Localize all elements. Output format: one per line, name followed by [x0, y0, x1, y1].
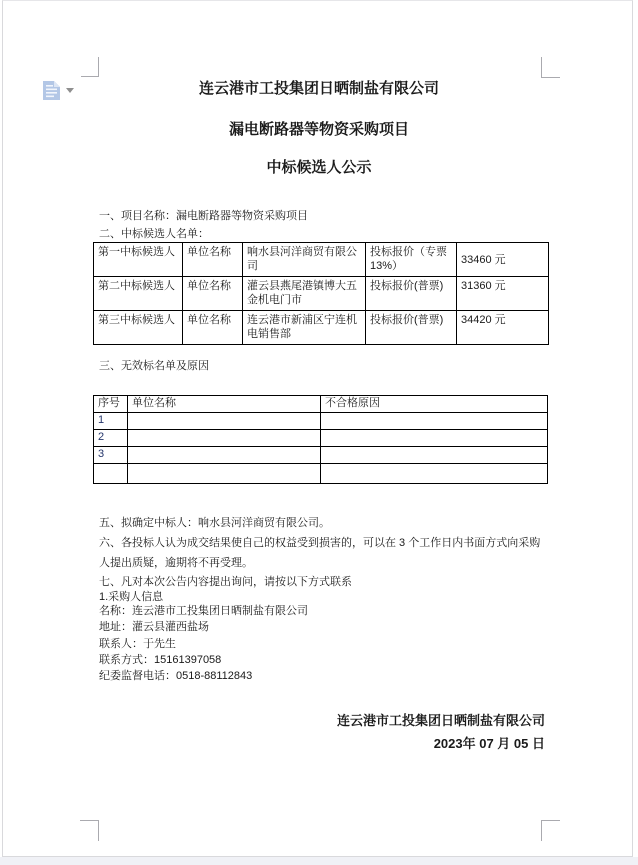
col-header-serial: 序号	[94, 396, 128, 413]
signature-company: 连云港市工投集团日晒制盐有限公司	[336, 713, 545, 728]
price-label: 投标报价(普票)	[366, 277, 457, 311]
margin-crop-mark-top-left	[81, 57, 99, 77]
invalid-bids-table	[93, 395, 548, 484]
doc-title-announcement: 中标候选人公示	[266, 159, 372, 176]
reason-empty	[321, 447, 548, 464]
unit-label: 单位名称	[183, 243, 243, 277]
section-2-candidates-heading: 二、中标候选人名单：	[99, 228, 209, 240]
supervision-phone: 纪委监督电话：0518-88112843	[99, 670, 253, 682]
table-row	[94, 447, 548, 464]
unit-name: 连云港市新浦区宁连机电销售部	[243, 311, 366, 345]
unit-name: 灌云县燕尾港镇博大五金机电门市	[243, 277, 366, 311]
buyer-info-heading: 1.采购人信息	[99, 591, 164, 603]
serial-number: 3	[94, 447, 128, 464]
reason-empty	[321, 464, 548, 484]
price-value: 33460 元	[457, 243, 549, 277]
candidate-rank: 第一中标候选人	[94, 243, 183, 277]
contact-phone: 联系方式：15161397058	[99, 654, 222, 666]
price-value: 31360 元	[457, 277, 549, 311]
col-header-reason: 不合格原因	[321, 396, 548, 413]
margin-crop-mark-bottom-left	[80, 820, 99, 841]
candidate-rank: 第二中标候选人	[94, 277, 183, 311]
table-row	[94, 243, 549, 277]
section-6-objection-line1: 六、各投标人认为成交结果使自己的权益受到损害的，可以在 3 个工作日内书面方式向采购	[99, 537, 541, 549]
price-value: 34420 元	[457, 311, 549, 345]
price-label: 投标报价(普票)	[366, 311, 457, 345]
price-label: 投标报价（专票13%）	[366, 243, 457, 277]
table-row	[94, 413, 548, 430]
unit-name-empty	[128, 447, 321, 464]
buyer-name: 名称：连云港市工投集团日晒制盐有限公司	[99, 605, 308, 617]
section-5-winner: 五、拟确定中标人：响水县河洋商贸有限公司。	[99, 517, 330, 529]
serial-number	[94, 464, 128, 484]
table-header-row	[94, 396, 548, 413]
margin-crop-mark-top-right	[541, 57, 560, 78]
section-3-invalid-bids-heading: 三、无效标名单及原因	[99, 360, 209, 372]
unit-name-empty	[128, 413, 321, 430]
serial-number: 2	[94, 430, 128, 447]
table-row	[94, 311, 549, 345]
signature-date: 2023年 07 月 05 日	[433, 736, 545, 751]
unit-name: 响水县河洋商贸有限公司	[243, 243, 366, 277]
candidate-rank: 第三中标候选人	[94, 311, 183, 345]
section-7-contact-heading: 七、凡对本次公告内容提出询问，请按以下方式联系	[99, 576, 352, 588]
col-header-unit: 单位名称	[128, 396, 321, 413]
unit-label: 单位名称	[183, 277, 243, 311]
table-row	[94, 277, 549, 311]
reason-empty	[321, 413, 548, 430]
table-row	[94, 430, 548, 447]
unit-name-empty	[128, 464, 321, 484]
margin-crop-mark-bottom-right	[541, 820, 560, 841]
unit-label: 单位名称	[183, 311, 243, 345]
section-1-project-name: 一、项目名称：漏电断路器等物资采购项目	[99, 210, 308, 222]
doc-title-project: 漏电断路器等物资采购项目	[228, 121, 409, 138]
candidates-table	[93, 242, 549, 345]
serial-number: 1	[94, 413, 128, 430]
unit-name-empty	[128, 430, 321, 447]
buyer-address: 地址：灌云县灌西盐场	[99, 621, 209, 633]
signature-block	[337, 709, 545, 755]
doc-title-company: 连云港市工投集团日晒制盐有限公司	[198, 80, 439, 97]
table-row	[94, 464, 548, 484]
page-bottom-strip	[0, 857, 638, 865]
contact-person: 联系人：于先生	[99, 638, 176, 650]
section-6-objection-line2: 人提出质疑，逾期将不再受理。	[99, 557, 253, 569]
reason-empty	[321, 430, 548, 447]
